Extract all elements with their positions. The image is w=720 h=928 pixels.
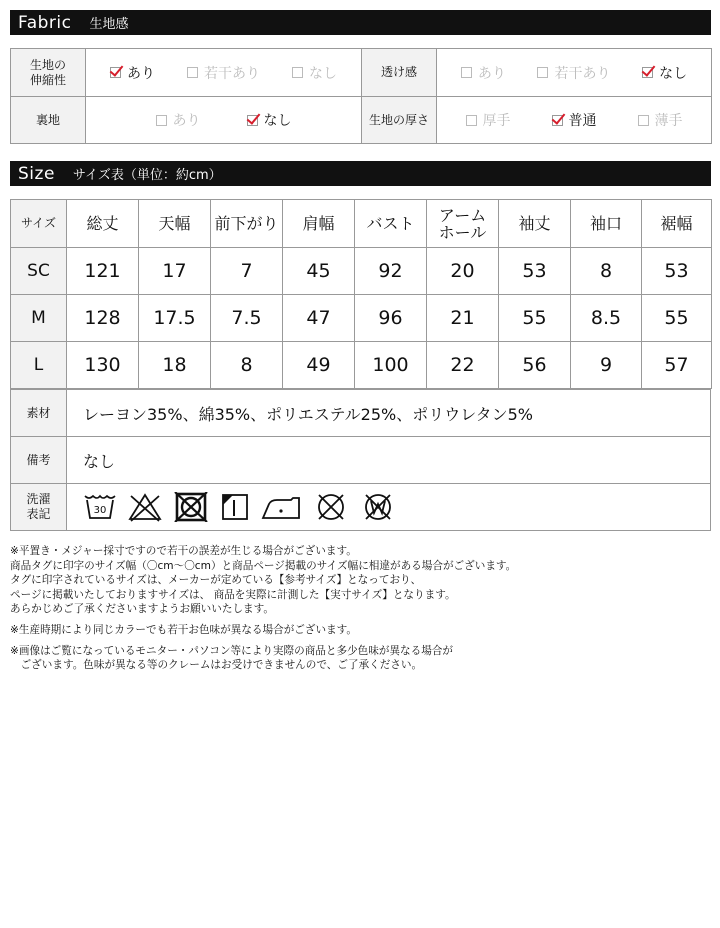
size-table [10, 199, 712, 389]
table-cell: 96 [355, 295, 427, 342]
checkbox-icon[interactable] [156, 115, 167, 126]
size-header-row [11, 200, 712, 248]
line-dry-shade-icon [219, 492, 251, 522]
size-title-jp: サイズ表（単位：約cm） [72, 168, 222, 183]
size-title-en: Size [18, 163, 55, 184]
stretch-label-l2: 伸縮性 [29, 72, 66, 87]
stretch-label-l1: 生地の [29, 57, 66, 72]
lining-option-yes[interactable] [156, 110, 201, 130]
fabric-title-en: Fabric [18, 12, 72, 33]
note-line: あらかじめご了承くださいますようお願いいたします。 [10, 603, 274, 616]
table-cell: 56 [499, 342, 571, 389]
thickness-option-normal[interactable] [552, 110, 597, 130]
table-cell: 57 [642, 342, 712, 389]
material-value: レーヨン35%、綿35%、ポリエステル25%、ポリウレタン5% [67, 390, 711, 437]
checkbox-checked-icon[interactable] [110, 67, 121, 78]
table-cell: 9 [571, 342, 642, 389]
table-cell: 18 [139, 342, 211, 389]
note-line: ※生産時期により同じカラーでも若干お色味が異なる場合がございます。 [10, 623, 358, 636]
option-label: なし [309, 65, 337, 82]
thickness-label: 生地の厚さ [362, 97, 437, 144]
thickness-option-thick[interactable] [466, 110, 511, 130]
remarks-label: 備考 [11, 437, 67, 484]
table-cell: 130 [67, 342, 139, 389]
stretch-option-slight[interactable] [187, 63, 260, 83]
col-header: 袖丈 [499, 200, 571, 248]
table-cell: 8 [211, 342, 283, 389]
lining-options [86, 97, 362, 144]
fabric-header [10, 10, 711, 35]
table-cell: 45 [283, 248, 355, 295]
table-cell: 20 [427, 248, 499, 295]
no-wet-clean-icon [360, 492, 396, 522]
note-line: ページに掲載いたしておりますサイズは、 商品を実際に計測した【実寸サイズ】となります。 [10, 588, 456, 601]
care-label-l2: 表記 [26, 507, 51, 521]
lining-option-no[interactable] [247, 110, 292, 130]
sheer-option-slight[interactable] [537, 63, 610, 83]
col-header: 肩幅 [283, 200, 355, 248]
no-dry-clean-icon [313, 492, 349, 522]
checkbox-checked-icon[interactable] [247, 115, 258, 126]
checkbox-icon[interactable] [461, 67, 472, 78]
option-label: あり [172, 113, 201, 129]
footnotes [10, 544, 516, 673]
col-header: 裾幅 [642, 200, 712, 248]
table-cell: 100 [355, 342, 427, 389]
material-label: 素材 [11, 390, 67, 437]
note-line: タグに印字されているサイズは、メーカーが定めている【参考サイズ】となっており、 [10, 574, 422, 587]
stretch-options [86, 49, 362, 97]
table-cell: 121 [67, 248, 139, 295]
sheer-option-yes[interactable] [461, 63, 506, 83]
info-table [10, 389, 711, 531]
table-cell: 53 [499, 248, 571, 295]
table-row [11, 342, 712, 389]
care-label [11, 484, 67, 531]
thickness-option-thin[interactable] [638, 110, 683, 130]
wash-temp: 30 [93, 505, 107, 516]
wash-30-icon [83, 492, 117, 522]
col-header: バスト [355, 200, 427, 248]
thickness-options [437, 97, 712, 144]
size-header [10, 161, 711, 186]
care-label-l1: 洗濯 [26, 492, 51, 506]
no-tumble-dry-icon [173, 492, 209, 522]
table-cell: 49 [283, 342, 355, 389]
lining-label: 裏地 [11, 97, 86, 144]
fabric-table [10, 48, 712, 144]
checkbox-icon[interactable] [466, 115, 477, 126]
note-line: ございます。色味が異なる等のクレームはお受けできませんので、ご了承ください。 [10, 659, 423, 672]
table-cell: 8.5 [571, 295, 642, 342]
stretch-option-no[interactable] [292, 63, 337, 83]
table-row [11, 295, 712, 342]
table-row [11, 248, 712, 295]
table-cell: 17.5 [139, 295, 211, 342]
checkbox-checked-icon[interactable] [642, 67, 653, 78]
table-cell: 22 [427, 342, 499, 389]
table-cell: 55 [499, 295, 571, 342]
option-label: なし [659, 65, 688, 82]
sheer-option-no[interactable] [642, 63, 687, 83]
table-cell: 53 [642, 248, 712, 295]
checkbox-icon[interactable] [187, 67, 198, 78]
table-cell: 7.5 [211, 295, 283, 342]
stretch-option-yes[interactable] [110, 63, 155, 83]
option-label: あり [127, 65, 155, 82]
stretch-label [11, 49, 86, 97]
note-line: ※平置き・メジャー採寸ですので若干の誤差が生じる場合がございます。 [10, 545, 357, 557]
remarks-value: なし [67, 437, 711, 484]
sheer-label: 透け感 [362, 49, 437, 97]
table-cell: 21 [427, 295, 499, 342]
col-header: 袖口 [571, 200, 642, 248]
checkbox-icon[interactable] [537, 67, 548, 78]
no-bleach-icon [127, 492, 163, 522]
option-label: 普通 [568, 113, 597, 129]
col-header-armhole [427, 200, 499, 248]
option-label: 薄手 [654, 113, 683, 129]
iron-low-icon [261, 492, 303, 522]
fabric-title-jp: 生地感 [89, 17, 129, 32]
col-header: 天幅 [139, 200, 211, 248]
table-cell: 8 [571, 248, 642, 295]
table-cell: 55 [642, 295, 712, 342]
table-cell: 17 [139, 248, 211, 295]
row-size-label: M [11, 295, 67, 342]
table-cell: 128 [67, 295, 139, 342]
col-header: 前下がり [211, 200, 283, 248]
row-size-label: SC [11, 248, 67, 295]
sheer-options [437, 49, 712, 97]
size-corner-label: サイズ [11, 200, 67, 248]
table-cell: 7 [211, 248, 283, 295]
option-label: 若干あり [204, 65, 260, 82]
row-size-label: L [11, 342, 67, 389]
option-label: 厚手 [482, 113, 511, 129]
checkbox-checked-icon[interactable] [552, 115, 563, 126]
option-label: あり [477, 65, 506, 82]
table-cell: 47 [283, 295, 355, 342]
note-line: ※画像はご覧になっているモニター・パソコン等により実際の商品と多少色味が異なる場合が [10, 644, 454, 657]
care-symbols [67, 484, 711, 531]
col-header: 総丈 [67, 200, 139, 248]
checkbox-icon[interactable] [638, 115, 649, 126]
col-header-armhole-text: アーム ホール [438, 205, 487, 242]
checkbox-icon[interactable] [292, 67, 303, 78]
note-line: 商品タグに印字のサイズ幅（〇cm〜〇cm）と商品ページ掲載のサイズ幅に相違がある場合がございます。 [10, 559, 517, 572]
option-label: 若干あり [554, 65, 611, 82]
option-label: なし [263, 113, 292, 129]
table-cell: 92 [355, 248, 427, 295]
